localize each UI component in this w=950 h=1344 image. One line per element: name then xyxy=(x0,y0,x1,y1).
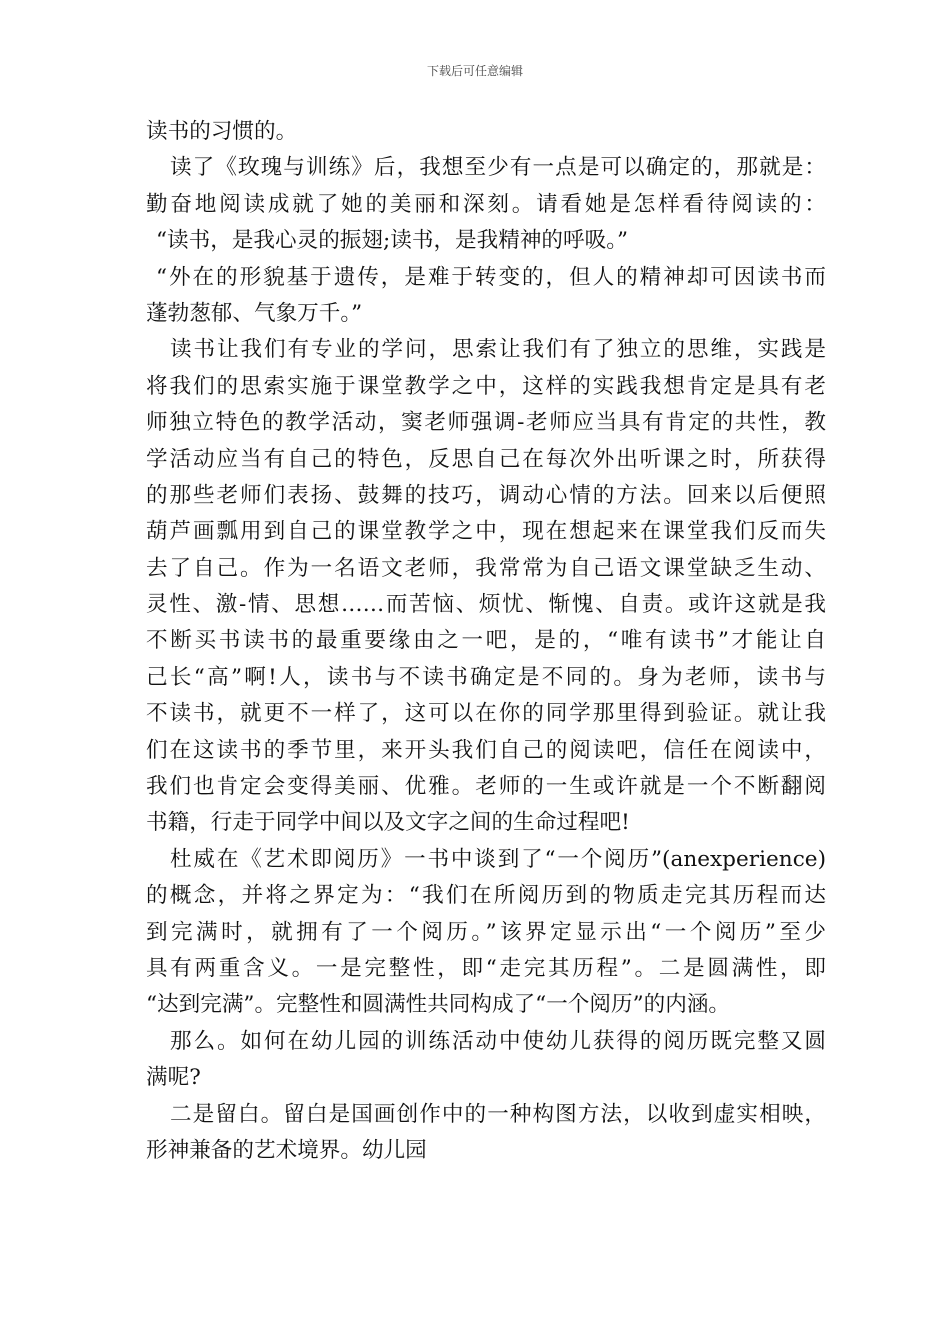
text-line: 读书让我们有专业的学问，思索让我们有了独立的思维，实践是 xyxy=(170,337,826,363)
text-line: 书籍，行走于同学中间以及文字之间的生命过程吧! xyxy=(146,810,630,836)
text-line: 灵性、激-情、思想……而苦恼、烦忧、惭愧、自责。或许这就是我 xyxy=(146,592,826,618)
text-line: 的概念，并将之界定为：“我们在所阅历到的物质走完其历程而达 xyxy=(146,883,826,909)
text-line: 不读书，就更不一样了，这可以在你的同学那里得到验证。就让我 xyxy=(146,701,826,727)
text-line: 将我们的思索实施于课堂教学之中，这样的实践我想肯定是具有老 xyxy=(146,373,826,399)
text-line: 们在这读书的季节里，来开头我们自己的阅读吧，信任在阅读中， xyxy=(146,737,826,763)
text-line: 学活动应当有自己的特色，反思自己在每次外出听课之时，所获得 xyxy=(146,446,826,472)
text-line: 蓬勃葱郁、气象万千。” xyxy=(146,300,363,326)
text-line: 到完满时，就拥有了一个阅历。”该界定显示出“一个阅历”至少 xyxy=(146,919,826,945)
text-line: 那么。如何在幼儿园的训练活动中使幼儿获得的阅历既完整又圆 xyxy=(170,1028,826,1054)
text-line: 的那些老师们表扬、鼓舞的技巧，调动心情的方法。回来以后便照 xyxy=(146,482,826,508)
text-line: “读书，是我心灵的振翅;读书，是我精神的呼吸。” xyxy=(156,228,629,254)
text-line: 读书的习惯的。 xyxy=(146,119,298,144)
text-line: 葫芦画瓢用到自己的课堂教学之中，现在想起来在课堂我们反而失 xyxy=(146,519,826,545)
text-line: “达到完满”。完整性和圆满性共同构成了“一个阅历”的内涵。 xyxy=(146,992,731,1018)
text-line: 杜威在《艺术即阅历》一书中谈到了“一个阅历”(anexperience) xyxy=(170,846,826,872)
text-line: 己长“高”啊!人，读书与不读书确定是不同的。身为老师，读书与 xyxy=(146,664,826,690)
text-line: 形神兼备的艺术境界。幼儿园 xyxy=(146,1137,427,1163)
text-line: 读了《玫瑰与训练》后，我想至少有一点是可以确定的，那就是： xyxy=(170,155,826,181)
text-line: 具有两重含义。一是完整性，即“走完其历程”。二是圆满性，即 xyxy=(146,955,826,981)
text-line: 我们也肯定会变得美丽、优雅。老师的一生或许就是一个不断翻阅 xyxy=(146,774,826,800)
text-line: 二是留白。留白是国画创作中的一种构图方法，以收到虚实相映， xyxy=(170,1101,826,1127)
document-body xyxy=(146,114,826,1169)
text-line: 勤奋地阅读成就了她的美丽和深刻。请看她是怎样看待阅读的： xyxy=(146,191,826,217)
text-line: 不断买书读书的最重要缘由之一吧，是的，“唯有读书”才能让自 xyxy=(146,628,826,654)
text-line: 去了自己。作为一名语文老师，我常常为自己语文课堂缺乏生动、 xyxy=(146,555,826,581)
text-line: “外在的形貌基于遗传，是难于转变的，但人的精神却可因读书而 xyxy=(156,264,826,290)
page-header: 下载后可任意编辑 xyxy=(426,64,523,78)
text-line: 师独立特色的教学活动，窦老师强调-老师应当具有肯定的共性，教 xyxy=(146,410,826,436)
text-line: 满呢? xyxy=(146,1065,201,1091)
